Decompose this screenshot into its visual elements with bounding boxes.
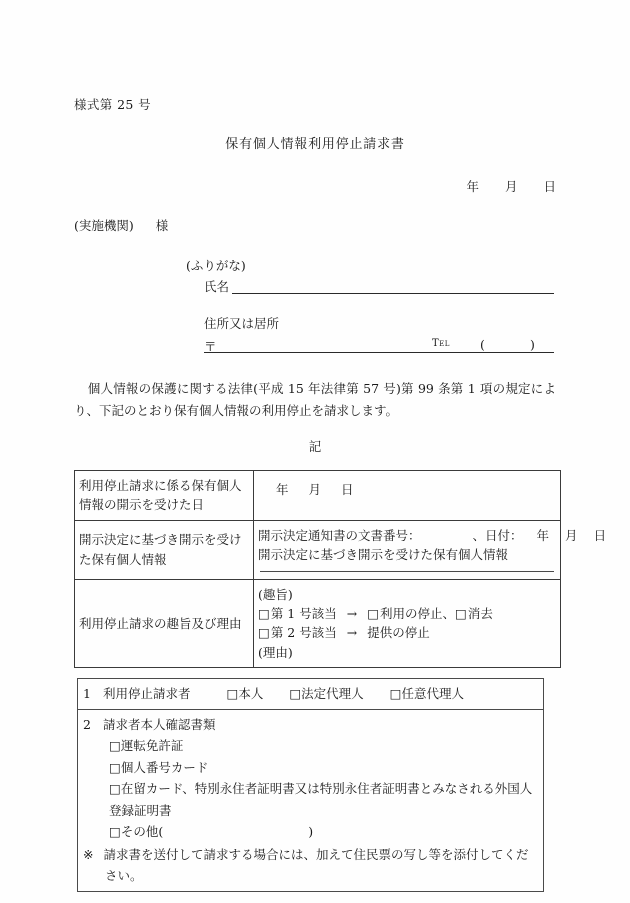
tel-paren-open: ( [480,337,485,352]
address-input-rule[interactable] [204,352,554,353]
residence-card-label: 在留カード、特別永住者証明書又は特別永住者証明書とみなされる外国人登録証明書 [109,781,533,818]
identification-heading [83,717,216,732]
main-table [74,470,607,668]
checkbox-drivers-license[interactable]: □ [109,738,121,753]
other-label: その他( [120,824,164,839]
notice-date-month: 月 [565,527,578,543]
table-row [78,679,544,710]
body-paragraph-text: 個人情報の保護に関する法律(平成 15 年法律第 57 号)第 99 条第 1 項の規定により、下記のとおり保有個人情報の利用停止を請求します。 [74,381,556,418]
date-month-label: 月 [504,179,518,194]
requester-label: 利用停止請求者 [103,686,191,701]
table-row [75,520,561,579]
table-row [75,471,561,521]
disclosure-date-year: 年 [276,482,289,497]
address-label: 住所又は居所 [204,316,280,331]
purpose-option-2-label: 第 2 号該当 [270,625,337,641]
suspend-provision-label: 提供の停止 [367,625,430,641]
erase-label: 消去 [467,605,493,621]
row-header-disclosure-date: 利用停止請求に係る保有個人情報の開示を受けた日 [75,471,254,521]
purpose-label: (趣旨) [258,586,293,602]
name-label: 氏名 [204,279,230,294]
arrow-icon: → [346,625,358,641]
drivers-license-label: 運転免許証 [120,738,184,753]
disclosure-date-day: 日 [341,482,354,497]
checkbox-my-number-card[interactable]: □ [109,759,121,775]
notes-requester-cell[interactable] [78,679,544,710]
disclosed-info-rule[interactable] [260,571,554,572]
other-paren-close: ) [308,824,314,839]
notes-identification-cell[interactable] [78,709,544,891]
row-value-disclosed-info[interactable] [254,520,607,579]
name-input-rule[interactable] [232,293,554,294]
checkbox-other[interactable]: □ [109,824,121,839]
checkbox-erase[interactable]: □ [455,605,467,621]
purpose-option-1-label: 第 1 号該当 [270,605,337,621]
date-day-label: 日 [543,179,556,194]
disclosure-date-month: 月 [308,482,322,497]
ki-mark: 記 [308,439,322,454]
my-number-card-label: 個人番号カード [120,759,209,775]
addressee-line [74,216,168,234]
name-row [204,277,229,295]
identification-option-residence-card[interactable] [83,778,538,821]
identification-option-drivers-license[interactable] [83,735,538,757]
identification-option-my-number-card[interactable] [83,757,538,779]
notice-date-day: 日 [593,527,607,543]
form-number: 様式第 25 号 [74,97,152,112]
tel-paren-close: ) [530,337,535,352]
checkbox-item2[interactable]: □ [258,625,270,641]
checkbox-self[interactable]: □ [226,686,239,701]
addressee-honorific: 様 [155,218,169,233]
date-year-label: 年 [466,179,479,194]
checkbox-voluntary-agent[interactable]: □ [389,686,402,701]
notice-date-label: 、日付： [472,527,523,543]
notes-table [77,678,544,892]
row-header-disclosed-info: 開示決定に基づき開示を受けた保有個人情報 [75,520,254,579]
disclosure-date-fields[interactable] [258,476,556,503]
purpose-option-2[interactable] [258,623,556,642]
date-line [466,177,556,195]
checkbox-item1[interactable]: □ [258,605,270,621]
suspend-use-label: 利用の停止、 [380,605,456,621]
requester-choice-legal-agent: 法定代理人 [301,686,364,701]
identification-label: 請求者本人確認書類 [103,716,216,732]
postal-mark-icon: 〒 [204,339,217,354]
requester-choice-voluntary-agent: 任意代理人 [401,686,464,701]
row-header-purpose-reason: 利用停止請求の趣旨及び理由 [75,579,254,668]
reason-label: (理由) [258,644,293,660]
table-row [78,709,544,891]
checkbox-legal-agent[interactable]: □ [289,686,302,701]
table-row [75,579,561,668]
note-mark-icon: ※ [83,846,94,862]
addressee-organization: (実施機関) [74,218,134,233]
checkbox-suspend-use[interactable]: □ [367,605,380,621]
requester-line[interactable] [83,686,464,701]
arrow-icon: → [346,605,358,621]
body-paragraph [74,378,556,422]
row-value-purpose-reason[interactable] [254,579,561,668]
item-number-1: 1 [83,686,91,701]
page-title: 保有個人情報利用停止請求書 [225,137,405,152]
notice-number-label: 開示決定通知書の文書番号： [258,527,421,543]
tel-label: Tel [432,338,450,349]
identification-note [83,844,538,887]
identification-option-other[interactable] [83,821,538,843]
disclosed-info-sublabel: 開示決定に基づき開示を受けた保有個人情報 [258,547,509,563]
purpose-option-1[interactable] [258,604,556,623]
note-text: 請求書を送付して請求する場合には、加えて住民票の写し等を添付してください。 [103,846,529,883]
notice-date-year: 年 [536,527,550,543]
checkbox-residence-card[interactable]: □ [109,781,121,796]
furigana-label: (ふりがな) [186,258,246,273]
row-value-disclosure-date[interactable] [254,471,561,521]
requester-choice-self: 本人 [238,686,264,701]
item-number-2: 2 [83,716,91,732]
notice-number-line[interactable] [258,526,607,545]
